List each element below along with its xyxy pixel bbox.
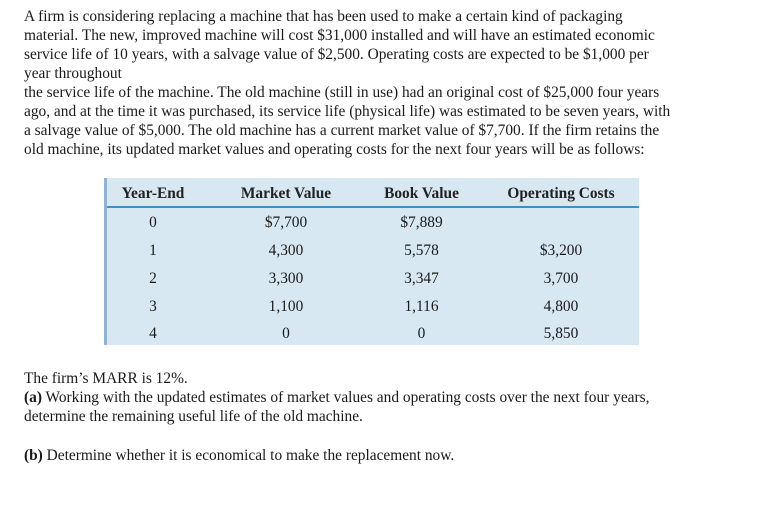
question-a-line: determine the remaining useful life of the old machine. (24, 408, 363, 425)
cell-operating-costs: $3,200 (539, 242, 583, 259)
cell-book-value: 5,578 (404, 242, 439, 259)
cell-book-value: 3,347 (404, 270, 439, 287)
question-a-line (24, 388, 749, 407)
cell-year-end: 0 (149, 214, 157, 231)
cell-book-value: $7,889 (400, 214, 443, 231)
statement-line: old machine, its updated market values and operating costs for the next four years will be as follows: (24, 141, 645, 158)
cell-year-end: 2 (149, 270, 157, 287)
cell-year-end: 3 (149, 298, 157, 315)
statement-line: a salvage value of $5,000. The old machine has a current market value of $7,700. If the firm retains the (24, 122, 660, 139)
statement-line: A firm is considering replacing a machine that has been used to make a certain kind of packaging (24, 8, 623, 25)
header-book-value: Book Value (384, 185, 459, 202)
cell-market-value: 3,300 (268, 270, 304, 287)
question-a-label: (a) (24, 389, 42, 406)
cell-year-end: 1 (149, 242, 157, 259)
cell-market-value: 1,100 (268, 298, 304, 315)
statement-line: the service life of the machine. The old machine (still in use) had an original cost of $25,000 four years (24, 84, 660, 101)
cell-book-value: 0 (417, 325, 426, 342)
cell-market-value: $7,700 (264, 214, 308, 231)
cell-operating-costs: 3,700 (543, 270, 579, 287)
statement-line: service life of 10 years, with a salvage value of $2,500. Operating costs are expected to be $1,000 per (24, 46, 649, 63)
question-a-text: Working with the updated estimates of market values and operating costs over the next four years, (41, 389, 650, 406)
statement-line: year throughout (24, 65, 122, 82)
cell-operating-costs: 4,800 (543, 298, 579, 315)
question-b-line (24, 446, 749, 465)
cell-operating-costs: 5,850 (543, 325, 579, 342)
cell-book-value: 1,116 (404, 298, 439, 315)
question-b (24, 446, 749, 465)
statement-line: ago, and at the time it was purchased, its service life (physical life) was estimated to be seven years, with (24, 103, 671, 120)
question-a (24, 388, 749, 426)
header-market-value: Market Value (240, 185, 332, 202)
cell-market-value: 4,300 (268, 242, 304, 259)
table-header (107, 178, 639, 208)
header-year-end: Year-End (121, 185, 185, 202)
marr-text: The firm’s MARR is 12%. (24, 370, 188, 387)
header-operating-costs: Operating Costs (507, 185, 615, 202)
question-b-label: (b) (24, 447, 43, 464)
cell-year-end: 4 (149, 325, 157, 342)
machine-data-table (104, 178, 639, 345)
marr-statement (24, 369, 749, 388)
problem-statement (24, 7, 749, 159)
statement-line: material. The new, improved machine will cost $31,000 installed and will have an estimated economic (24, 27, 655, 44)
cell-market-value: 0 (282, 325, 290, 342)
question-b-text: Determine whether it is economical to make the replacement now. (42, 447, 455, 464)
